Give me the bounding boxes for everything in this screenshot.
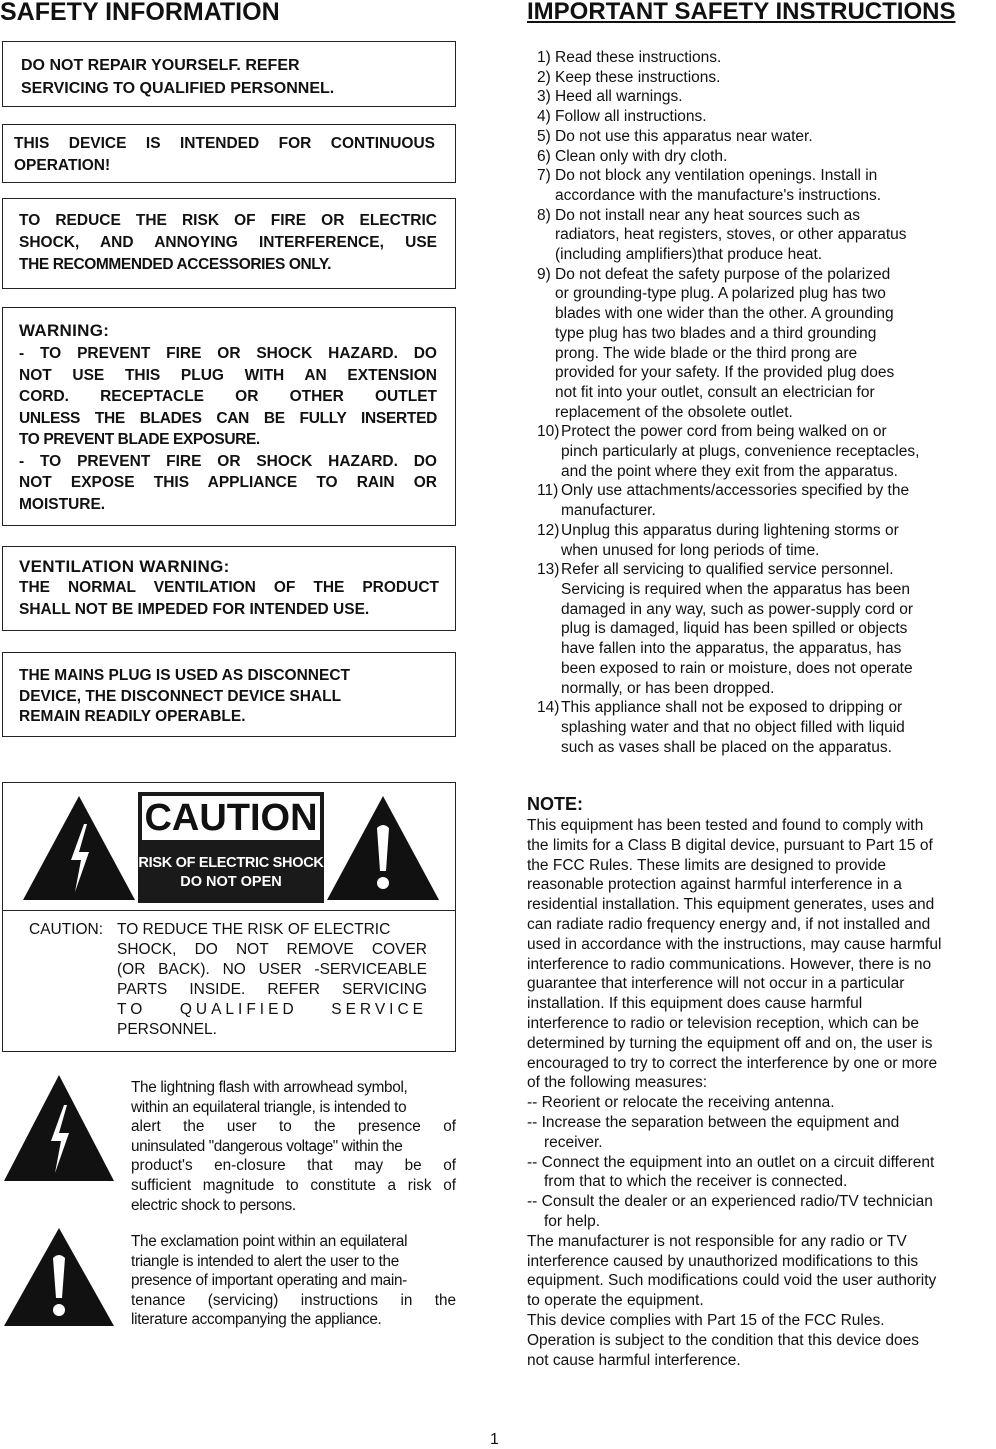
warning-line: MOISTURE. [19, 495, 106, 513]
instruction-line: normally, or has been dropped. [561, 679, 775, 697]
instruction-line: Only use attachments/accessories specified by the [561, 482, 910, 500]
caution-divider [3, 910, 455, 911]
note-line: residential installation. This equipment generates, uses and [527, 896, 935, 914]
warning-line: - TO PREVENT FIRE OR SHOCK HAZARD. DO [19, 452, 437, 470]
instruction-line: and the point where they exit from the apparatus. [561, 462, 898, 480]
caution-text-line: PERSONNEL. [117, 1021, 217, 1038]
safety-information-title: SAFETY INFORMATION [0, 0, 280, 26]
note-line: encouraged to try to correct the interference by one or more [527, 1054, 938, 1072]
caution-box [2, 782, 456, 1052]
ventilation-title: VENTILATION WARNING: [19, 557, 230, 576]
lightning-line: uninsulated "dangerous voltage" within the [131, 1137, 403, 1155]
instruction-item [537, 48, 992, 68]
accessories-line-2: SHOCK, AND ANNOYING INTERFERENCE, USE [19, 234, 437, 251]
instruction-item [537, 127, 992, 147]
note-line: This equipment has been tested and found to comply with [527, 817, 924, 834]
warning-line: NOT EXPOSE THIS APPLIANCE TO RAIN OR [19, 474, 437, 491]
instruction-item [537, 698, 992, 757]
exclamation-line: presence of important operating and main- [131, 1272, 407, 1290]
exclamation-triangle-icon [2, 1226, 116, 1328]
caution-prefix: CAUTION: [29, 921, 104, 938]
caution-sub-line-2: DO NOT OPEN [180, 874, 282, 890]
instruction-line: replacement of the obsolete outlet. [555, 403, 793, 421]
accessories-line-3: THE RECOMMENDED ACCESSORIES ONLY. [19, 256, 332, 273]
caution-label-panel [138, 792, 324, 903]
lightning-line: electric shock to persons. [131, 1196, 296, 1214]
instruction-number: 7) [537, 167, 551, 185]
page-number: 1 [490, 1431, 499, 1448]
caution-text-line: SHOCK, DO NOT REMOVE COVER [117, 941, 427, 958]
lightning-line: alert the user to the presence of [131, 1118, 456, 1136]
note-line: guarantee that interference will not occur in a particular [527, 975, 905, 993]
repair-warning-box [2, 41, 456, 107]
instruction-line: Do not install near any heat sources such as [555, 206, 861, 224]
mains-line-1: THE MAINS PLUG IS USED AS DISCONNECT [19, 667, 350, 684]
exclamation-line: triangle is intended to alert the user to the [131, 1252, 399, 1270]
instruction-line: damaged in any way, such as power-supply cord or [561, 600, 914, 618]
accessories-box [2, 198, 456, 289]
instruction-item [537, 560, 992, 698]
caution-text-line: (OR BACK). NO USER -SERVICEABLE [117, 961, 427, 978]
instruction-number: 6) [537, 147, 551, 165]
mains-line-2: DEVICE, THE DISCONNECT DEVICE SHALL [19, 687, 342, 705]
exclamation-line: literature accompanying the appliance. [131, 1311, 382, 1329]
note-line: used in accordance with the instructions, may cause harmful [527, 935, 942, 953]
note-line: can radiate radio frequency energy and, if not installed and [527, 915, 931, 933]
instruction-line: been exposed to rain or moisture, does not operate [561, 659, 913, 677]
ventilation-line-2: SHALL NOT BE IMPEDED FOR INTENDED USE. [19, 601, 370, 618]
exclamation-triangle-icon [325, 794, 441, 902]
instruction-line: Keep these instructions. [555, 68, 721, 86]
instruction-line: Heed all warnings. [555, 88, 683, 106]
warning-line: NOT USE THIS PLUG WITH AN EXTENSION [19, 366, 437, 384]
instruction-line: have fallen into the apparatus, the apparatus, has [561, 640, 902, 658]
instruction-line: Clean only with dry cloth. [555, 147, 728, 165]
instruction-line: Refer all servicing to qualified service personnel. [561, 561, 894, 579]
ventilation-line-1: THE NORMAL VENTILATION OF THE PRODUCT [19, 579, 439, 596]
instruction-line: provided for your safety. If the provided plug does [555, 364, 895, 382]
exclamation-line: tenance (servicing) instructions in the [131, 1291, 456, 1309]
closing-line: The manufacturer is not responsible for any radio or TV [527, 1232, 907, 1250]
note-line: reasonable protection against harmful interference in a [527, 876, 902, 894]
measure-line: receiver. [544, 1133, 603, 1151]
measure-line: -- Consult the dealer or an experienced radio/TV technician [527, 1193, 933, 1211]
repair-line-2: SERVICING TO QUALIFIED PERSONNEL. [21, 80, 335, 97]
lightning-line: sufficient magnitude to constitute a risk of [131, 1176, 456, 1194]
instruction-line: type plug has two blades and a third grounding [555, 324, 877, 342]
important-safety-instructions-title: IMPORTANT SAFETY INSTRUCTIONS [527, 0, 956, 25]
lightning-line: product's en-closure that may be of [131, 1157, 456, 1175]
instructions-list [537, 48, 992, 757]
lightning-triangle-icon [21, 794, 137, 902]
instruction-item [537, 265, 992, 423]
caution-text-line: TO REDUCE THE RISK OF ELECTRIC [117, 921, 391, 938]
warning-title: WARNING: [19, 321, 110, 340]
instruction-line: Protect the power cord from being walked on or [561, 423, 887, 441]
instruction-line: plug is damaged, liquid has been spilled or objects [561, 620, 908, 638]
instruction-item [537, 481, 992, 520]
instruction-line: prong. The wide blade or the third prong are [555, 344, 858, 362]
instruction-line: (including amplifiers)that produce heat. [555, 246, 823, 264]
instruction-number: 14) [537, 699, 560, 717]
note-line: determined by turning the equipment off and on, the user is [527, 1034, 933, 1052]
warning-line: UNLESS THE BLADES CAN BE FULLY INSERTED [19, 409, 437, 427]
closing-line: interference caused by unauthorized modifications to this [527, 1252, 919, 1270]
instruction-number: 2) [537, 68, 551, 86]
note-title: NOTE: [527, 794, 583, 814]
caution-text-line: PARTS INSIDE. REFER SERVICING [117, 981, 427, 998]
note-line: the limits for a Class B digital device, pursuant to Part 15 of [527, 836, 933, 854]
ventilation-warning-box [2, 546, 456, 631]
lightning-line: The lightning flash with arrowhead symbol, [131, 1079, 408, 1096]
instruction-item [537, 521, 992, 560]
note-line: the FCC Rules. These limits are designed to provide [527, 856, 886, 874]
lightning-triangle-icon [2, 1073, 116, 1183]
instruction-line: Do not use this apparatus near water. [555, 127, 813, 145]
instruction-line: such as vases shall be placed on the apparatus. [561, 738, 892, 756]
instruction-item [537, 87, 992, 107]
lightning-line: within an equilateral triangle, is intended to [131, 1098, 407, 1116]
repair-line-1: DO NOT REPAIR YOURSELF. REFER [21, 57, 300, 74]
warning-box [2, 307, 456, 526]
instruction-item [537, 166, 992, 205]
continuous-line-1: THIS DEVICE IS INTENDED FOR CONTINUOUS [14, 135, 435, 152]
instruction-line: This appliance shall not be exposed to dripping or [561, 699, 903, 717]
instruction-number: 3) [537, 88, 551, 106]
instruction-number: 1) [537, 49, 551, 66]
measure-line: from that to which the receiver is connected. [544, 1173, 848, 1191]
closing-line: Operation is subject to the condition that this device does [527, 1331, 920, 1349]
instruction-line: Do not block any ventilation openings. Install in [555, 167, 878, 185]
note-line: installation. If this equipment does cause harmful [527, 995, 863, 1013]
note-line: of the following measures: [527, 1074, 708, 1092]
closing-line: equipment. Such modifications could void the user authority [527, 1272, 937, 1290]
instruction-number: 4) [537, 108, 551, 126]
instruction-line: when unused for long periods of time. [561, 541, 820, 559]
instruction-item [537, 206, 992, 265]
instruction-line: Do not defeat the safety purpose of the polarized [555, 265, 891, 283]
continuous-operation-box [2, 124, 456, 183]
continuous-line-2: OPERATION! [14, 157, 111, 174]
caution-text-line: TO QUALIFIED SERVICE [117, 1001, 427, 1018]
instruction-item [537, 422, 992, 481]
warning-line: - TO PREVENT FIRE OR SHOCK HAZARD. DO [19, 345, 437, 362]
instruction-line: pinch particularly at plugs, convenience receptacles, [561, 443, 920, 461]
instruction-number: 11) [537, 482, 559, 500]
caution-sub-line-1: RISK OF ELECTRIC SHOCK [138, 855, 324, 871]
instruction-number: 12) [537, 521, 560, 539]
instruction-line: Servicing is required when the apparatus has been [561, 580, 910, 598]
measure-line: -- Connect the equipment into an outlet on a circuit different [527, 1153, 935, 1171]
accessories-line-1: TO REDUCE THE RISK OF FIRE OR ELECTRIC [19, 212, 437, 229]
instruction-item [537, 68, 992, 88]
closing-line: This device complies with Part 15 of the FCC Rules. [527, 1311, 885, 1329]
instruction-number: 8) [537, 206, 551, 224]
measure-line: -- Increase the separation between the equipment and [527, 1113, 900, 1131]
instruction-line: radiators, heat registers, stoves, or other apparatus [555, 226, 907, 244]
mains-line-3: REMAIN READILY OPERABLE. [19, 708, 246, 725]
instruction-line: Follow all instructions. [555, 108, 707, 126]
instruction-line: or grounding-type plug. A polarized plug has two [555, 285, 886, 303]
instruction-line: blades with one wider than the other. A grounding [555, 305, 894, 323]
measure-line: -- Reorient or relocate the receiving antenna. [527, 1094, 835, 1112]
instruction-line: Unplug this apparatus during lightening storms or [561, 521, 899, 539]
caution-label: CAUTION [141, 795, 321, 841]
note-line: interference to radio or television reception, which can be [527, 1014, 920, 1032]
fcc-note [527, 816, 996, 1370]
instruction-number: 10) [537, 423, 560, 441]
instruction-item [537, 147, 992, 167]
closing-line: not cause harmful interference. [527, 1351, 741, 1369]
instruction-line: manufacturer. [561, 502, 656, 520]
note-line: interference to radio communications. However, there is no [527, 955, 932, 973]
instruction-number: 5) [537, 127, 551, 145]
instruction-item [537, 107, 992, 127]
instruction-line: Read these instructions. [555, 49, 722, 66]
instruction-line: not fit into your outlet, consult an electrician for [555, 383, 875, 401]
exclamation-line: The exclamation point within an equilateral [131, 1233, 408, 1250]
instruction-number: 9) [537, 265, 551, 283]
instruction-line: accordance with the manufacture's instructions. [555, 186, 882, 204]
closing-line: to operate the equipment. [527, 1292, 704, 1310]
instruction-number: 13) [537, 561, 560, 579]
instruction-line: splashing water and that no object filled with liquid [561, 718, 905, 736]
measure-line: for help. [544, 1212, 601, 1230]
lightning-explanation [131, 1078, 456, 1215]
mains-plug-box [2, 652, 456, 737]
warning-line: TO PREVENT BLADE EXPOSURE. [19, 431, 260, 448]
warning-line: CORD. RECEPTACLE OR OTHER OUTLET [19, 388, 437, 405]
exclamation-explanation [131, 1232, 456, 1330]
